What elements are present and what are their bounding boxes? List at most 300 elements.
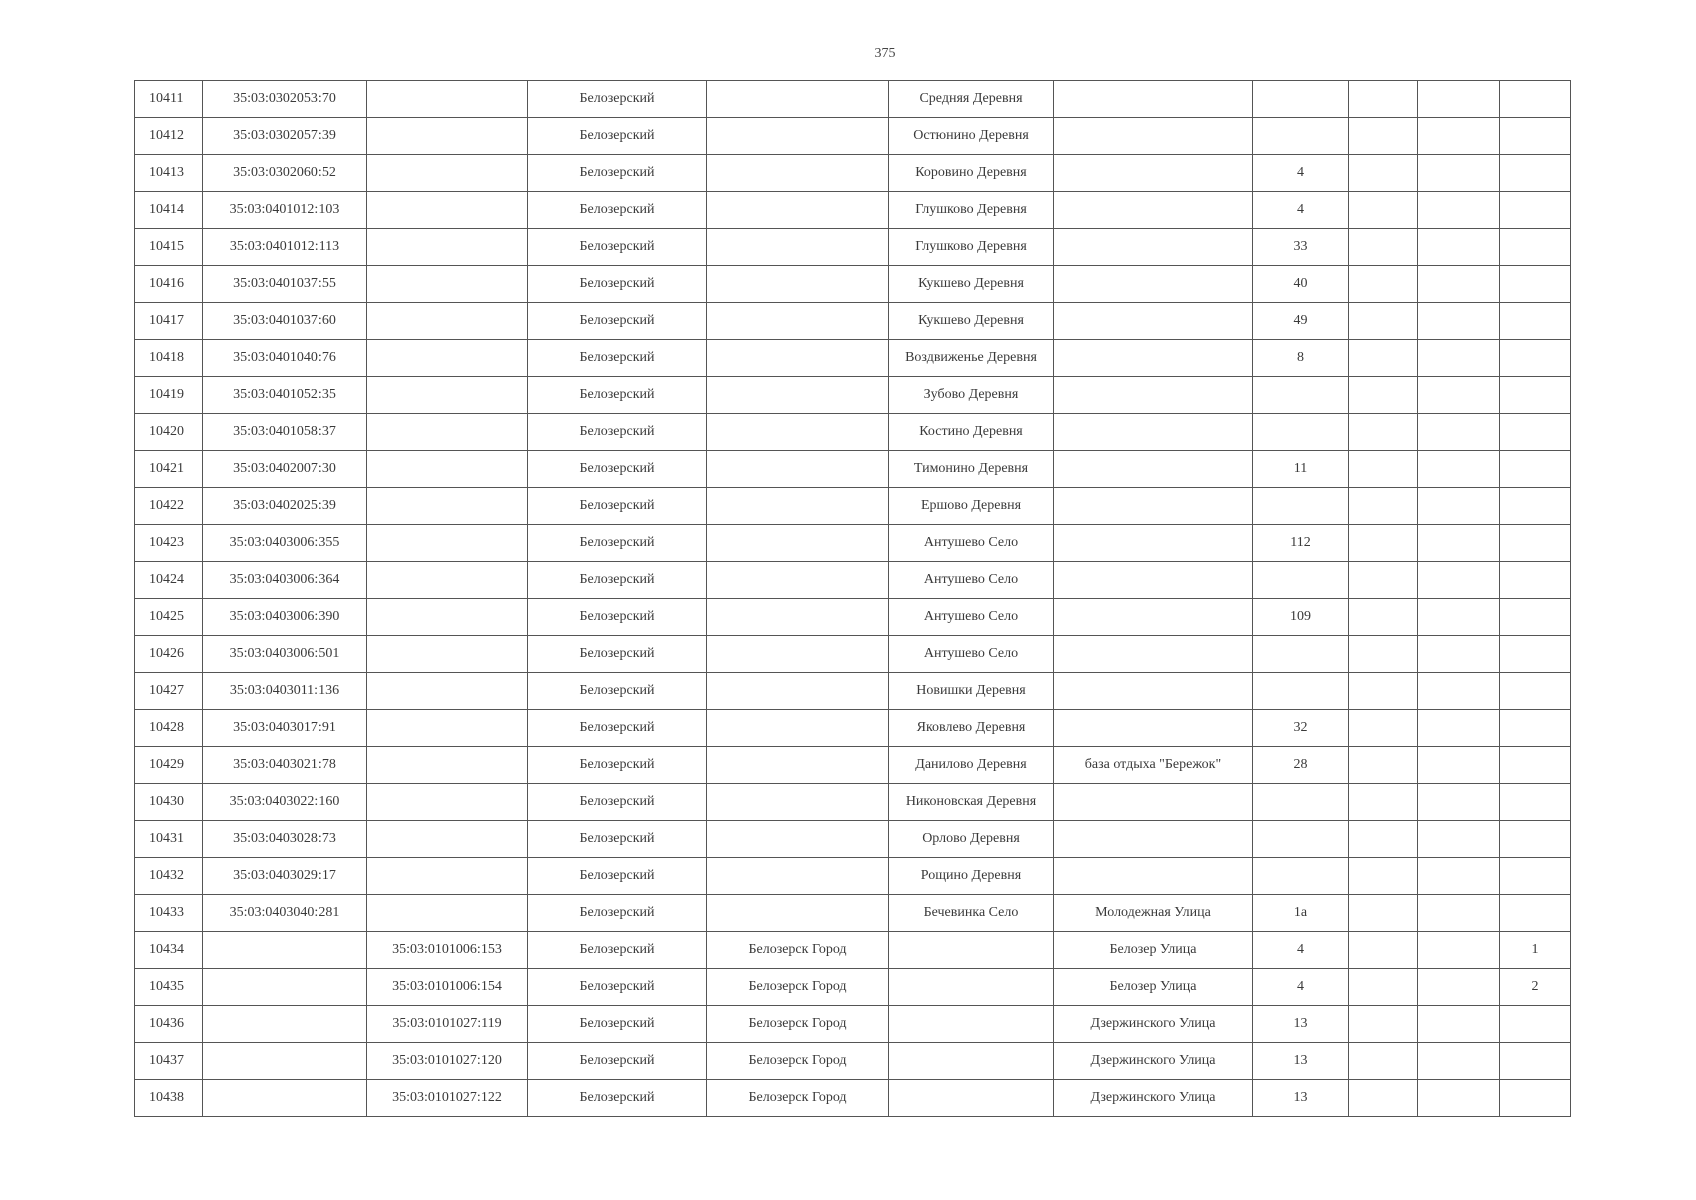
- cadastral-number-cell: 35:03:0403017:91: [203, 710, 367, 747]
- table-row: [135, 599, 1571, 636]
- building-cell: [1349, 118, 1418, 155]
- house-number-cell: 11: [1253, 451, 1349, 488]
- building-cell: [1349, 229, 1418, 266]
- settlement-cell: Рощино Деревня: [889, 858, 1054, 895]
- cadastral-number-cell: 35:03:0402007:30: [203, 451, 367, 488]
- settlement-cell: Яковлево Деревня: [889, 710, 1054, 747]
- district-cell: Белозерский: [528, 562, 707, 599]
- cadastral-number-cell: 35:03:0401058:37: [203, 414, 367, 451]
- building-cadastral-number-cell: [367, 451, 528, 488]
- structure-cell: [1418, 192, 1500, 229]
- house-number-cell: [1253, 377, 1349, 414]
- building-cell: [1349, 747, 1418, 784]
- settlement-cell: Коровино Деревня: [889, 155, 1054, 192]
- settlement-cell: Никоновская Деревня: [889, 784, 1054, 821]
- apartment-cell: [1500, 192, 1571, 229]
- city-cell: [707, 229, 889, 266]
- table-row: [135, 414, 1571, 451]
- district-cell: Белозерский: [528, 488, 707, 525]
- page-number: 375: [874, 46, 896, 61]
- apartment-cell: [1500, 488, 1571, 525]
- settlement-cell: Антушево Село: [889, 599, 1054, 636]
- district-cell: Белозерский: [528, 303, 707, 340]
- row-number-cell: 10419: [135, 377, 203, 414]
- cadastral-number-cell: 35:03:0302053:70: [203, 81, 367, 118]
- apartment-cell: [1500, 636, 1571, 673]
- building-cell: [1349, 414, 1418, 451]
- table-row: [135, 192, 1571, 229]
- building-cell: [1349, 266, 1418, 303]
- district-cell: Белозерский: [528, 118, 707, 155]
- building-cadastral-number-cell: [367, 673, 528, 710]
- row-number-cell: 10435: [135, 969, 203, 1006]
- structure-cell: [1418, 414, 1500, 451]
- building-cell: [1349, 303, 1418, 340]
- building-cadastral-number-cell: [367, 858, 528, 895]
- building-cadastral-number-cell: [367, 377, 528, 414]
- apartment-cell: [1500, 858, 1571, 895]
- house-number-cell: [1253, 488, 1349, 525]
- cadastral-number-cell: 35:03:0403040:281: [203, 895, 367, 932]
- structure-cell: [1418, 118, 1500, 155]
- district-cell: Белозерский: [528, 636, 707, 673]
- cadastral-number-cell: 35:03:0403011:136: [203, 673, 367, 710]
- district-cell: Белозерский: [528, 266, 707, 303]
- building-cadastral-number-cell: [367, 192, 528, 229]
- settlement-cell: Антушево Село: [889, 525, 1054, 562]
- row-number-cell: 10431: [135, 821, 203, 858]
- apartment-cell: [1500, 81, 1571, 118]
- settlement-cell: [889, 1006, 1054, 1043]
- street-cell: [1054, 303, 1253, 340]
- settlement-cell: Тимонино Деревня: [889, 451, 1054, 488]
- street-cell: [1054, 155, 1253, 192]
- building-cell: [1349, 340, 1418, 377]
- apartment-cell: [1500, 229, 1571, 266]
- structure-cell: [1418, 821, 1500, 858]
- street-cell: Молодежная Улица: [1054, 895, 1253, 932]
- structure-cell: [1418, 303, 1500, 340]
- table-row: [135, 229, 1571, 266]
- row-number-cell: 10430: [135, 784, 203, 821]
- house-number-cell: [1253, 673, 1349, 710]
- house-number-cell: 8: [1253, 340, 1349, 377]
- structure-cell: [1418, 451, 1500, 488]
- structure-cell: [1418, 1080, 1500, 1117]
- city-cell: [707, 562, 889, 599]
- house-number-cell: [1253, 821, 1349, 858]
- row-number-cell: 10425: [135, 599, 203, 636]
- row-number-cell: 10418: [135, 340, 203, 377]
- street-cell: [1054, 340, 1253, 377]
- apartment-cell: [1500, 266, 1571, 303]
- row-number-cell: 10437: [135, 1043, 203, 1080]
- table-row: [135, 81, 1571, 118]
- district-cell: Белозерский: [528, 969, 707, 1006]
- district-cell: Белозерский: [528, 599, 707, 636]
- street-cell: [1054, 118, 1253, 155]
- house-number-cell: 40: [1253, 266, 1349, 303]
- table-row: [135, 1006, 1571, 1043]
- cadastral-number-cell: 35:03:0401040:76: [203, 340, 367, 377]
- house-number-cell: 28: [1253, 747, 1349, 784]
- settlement-cell: Антушево Село: [889, 636, 1054, 673]
- cadastral-number-cell: 35:03:0403006:501: [203, 636, 367, 673]
- city-cell: [707, 118, 889, 155]
- street-cell: Дзержинского Улица: [1054, 1006, 1253, 1043]
- city-cell: [707, 488, 889, 525]
- structure-cell: [1418, 340, 1500, 377]
- settlement-cell: Новишки Деревня: [889, 673, 1054, 710]
- row-number-cell: 10415: [135, 229, 203, 266]
- cadastral-number-cell: [203, 969, 367, 1006]
- row-number-cell: 10422: [135, 488, 203, 525]
- city-cell: [707, 599, 889, 636]
- district-cell: Белозерский: [528, 673, 707, 710]
- street-cell: Белозер Улица: [1054, 932, 1253, 969]
- apartment-cell: [1500, 562, 1571, 599]
- house-number-cell: [1253, 858, 1349, 895]
- table-row: [135, 155, 1571, 192]
- structure-cell: [1418, 599, 1500, 636]
- street-cell: [1054, 451, 1253, 488]
- row-number-cell: 10417: [135, 303, 203, 340]
- row-number-cell: 10436: [135, 1006, 203, 1043]
- cadastral-number-cell: [203, 1043, 367, 1080]
- cadastral-number-cell: 35:03:0403006:390: [203, 599, 367, 636]
- table-row: [135, 821, 1571, 858]
- row-number-cell: 10421: [135, 451, 203, 488]
- street-cell: [1054, 673, 1253, 710]
- building-cell: [1349, 858, 1418, 895]
- street-cell: [1054, 710, 1253, 747]
- row-number-cell: 10416: [135, 266, 203, 303]
- district-cell: Белозерский: [528, 192, 707, 229]
- city-cell: [707, 266, 889, 303]
- row-number-cell: 10434: [135, 932, 203, 969]
- apartment-cell: [1500, 784, 1571, 821]
- district-cell: Белозерский: [528, 747, 707, 784]
- city-cell: [707, 636, 889, 673]
- district-cell: Белозерский: [528, 451, 707, 488]
- cadastral-number-cell: 35:03:0401037:55: [203, 266, 367, 303]
- house-number-cell: 13: [1253, 1043, 1349, 1080]
- building-cadastral-number-cell: [367, 229, 528, 266]
- row-number-cell: 10414: [135, 192, 203, 229]
- city-cell: [707, 747, 889, 784]
- table-row: [135, 784, 1571, 821]
- apartment-cell: [1500, 821, 1571, 858]
- apartment-cell: [1500, 599, 1571, 636]
- cadastral-number-cell: 35:03:0403028:73: [203, 821, 367, 858]
- structure-cell: [1418, 1043, 1500, 1080]
- building-cell: [1349, 155, 1418, 192]
- city-cell: [707, 192, 889, 229]
- cadastral-number-cell: [203, 1006, 367, 1043]
- street-cell: [1054, 414, 1253, 451]
- cadastral-number-cell: 35:03:0401052:35: [203, 377, 367, 414]
- structure-cell: [1418, 155, 1500, 192]
- city-cell: [707, 451, 889, 488]
- building-cadastral-number-cell: [367, 81, 528, 118]
- street-cell: [1054, 488, 1253, 525]
- district-cell: Белозерский: [528, 1043, 707, 1080]
- apartment-cell: [1500, 118, 1571, 155]
- house-number-cell: 4: [1253, 932, 1349, 969]
- table-row: [135, 525, 1571, 562]
- city-cell: [707, 81, 889, 118]
- district-cell: Белозерский: [528, 932, 707, 969]
- building-cell: [1349, 1006, 1418, 1043]
- cadastral-number-cell: [203, 932, 367, 969]
- house-number-cell: 32: [1253, 710, 1349, 747]
- house-number-cell: 112: [1253, 525, 1349, 562]
- city-cell: [707, 155, 889, 192]
- cadastral-number-cell: 35:03:0403006:355: [203, 525, 367, 562]
- row-number-cell: 10432: [135, 858, 203, 895]
- district-cell: Белозерский: [528, 229, 707, 266]
- apartment-cell: [1500, 303, 1571, 340]
- street-cell: [1054, 266, 1253, 303]
- table-body: [135, 81, 1571, 1117]
- street-cell: [1054, 81, 1253, 118]
- apartment-cell: [1500, 340, 1571, 377]
- structure-cell: [1418, 562, 1500, 599]
- house-number-cell: [1253, 81, 1349, 118]
- city-cell: [707, 340, 889, 377]
- building-cadastral-number-cell: [367, 340, 528, 377]
- building-cadastral-number-cell: 35:03:0101006:154: [367, 969, 528, 1006]
- apartment-cell: [1500, 747, 1571, 784]
- street-cell: база отдыха "Бережок": [1054, 747, 1253, 784]
- street-cell: [1054, 821, 1253, 858]
- cadastral-number-cell: 35:03:0302060:52: [203, 155, 367, 192]
- settlement-cell: Антушево Село: [889, 562, 1054, 599]
- building-cell: [1349, 562, 1418, 599]
- district-cell: Белозерский: [528, 858, 707, 895]
- settlement-cell: Данилово Деревня: [889, 747, 1054, 784]
- row-number-cell: 10438: [135, 1080, 203, 1117]
- city-cell: [707, 895, 889, 932]
- row-number-cell: 10424: [135, 562, 203, 599]
- settlement-cell: [889, 1043, 1054, 1080]
- cadastral-number-cell: [203, 1080, 367, 1117]
- cadastral-number-cell: 35:03:0403021:78: [203, 747, 367, 784]
- apartment-cell: [1500, 155, 1571, 192]
- city-cell: [707, 784, 889, 821]
- apartment-cell: [1500, 1080, 1571, 1117]
- cadastral-number-cell: 35:03:0403022:160: [203, 784, 367, 821]
- street-cell: [1054, 636, 1253, 673]
- district-cell: Белозерский: [528, 81, 707, 118]
- building-cell: [1349, 932, 1418, 969]
- building-cell: [1349, 710, 1418, 747]
- city-cell: [707, 414, 889, 451]
- row-number-cell: 10413: [135, 155, 203, 192]
- row-number-cell: 10412: [135, 118, 203, 155]
- row-number-cell: 10426: [135, 636, 203, 673]
- apartment-cell: [1500, 1043, 1571, 1080]
- street-cell: [1054, 599, 1253, 636]
- structure-cell: [1418, 858, 1500, 895]
- house-number-cell: 109: [1253, 599, 1349, 636]
- building-cadastral-number-cell: [367, 303, 528, 340]
- table-row: [135, 673, 1571, 710]
- building-cell: [1349, 636, 1418, 673]
- house-number-cell: 13: [1253, 1080, 1349, 1117]
- structure-cell: [1418, 488, 1500, 525]
- building-cell: [1349, 673, 1418, 710]
- house-number-cell: [1253, 118, 1349, 155]
- building-cell: [1349, 969, 1418, 1006]
- district-cell: Белозерский: [528, 895, 707, 932]
- building-cell: [1349, 451, 1418, 488]
- settlement-cell: Костино Деревня: [889, 414, 1054, 451]
- building-cadastral-number-cell: [367, 784, 528, 821]
- cadastral-number-cell: 35:03:0403029:17: [203, 858, 367, 895]
- table-row: [135, 377, 1571, 414]
- table-row: [135, 562, 1571, 599]
- building-cell: [1349, 81, 1418, 118]
- building-cadastral-number-cell: [367, 821, 528, 858]
- structure-cell: [1418, 673, 1500, 710]
- apartment-cell: 1: [1500, 932, 1571, 969]
- building-cell: [1349, 192, 1418, 229]
- apartment-cell: [1500, 1006, 1571, 1043]
- building-cadastral-number-cell: [367, 562, 528, 599]
- table-row: [135, 303, 1571, 340]
- structure-cell: [1418, 747, 1500, 784]
- street-cell: Дзержинского Улица: [1054, 1080, 1253, 1117]
- district-cell: Белозерский: [528, 710, 707, 747]
- district-cell: Белозерский: [528, 414, 707, 451]
- table-row: [135, 451, 1571, 488]
- district-cell: Белозерский: [528, 1080, 707, 1117]
- building-cadastral-number-cell: [367, 747, 528, 784]
- apartment-cell: [1500, 414, 1571, 451]
- table-row: [135, 488, 1571, 525]
- row-number-cell: 10411: [135, 81, 203, 118]
- house-number-cell: 4: [1253, 192, 1349, 229]
- settlement-cell: Бечевинка Село: [889, 895, 1054, 932]
- cadastral-number-cell: 35:03:0403006:364: [203, 562, 367, 599]
- row-number-cell: 10420: [135, 414, 203, 451]
- table-row: [135, 710, 1571, 747]
- street-cell: [1054, 562, 1253, 599]
- structure-cell: [1418, 969, 1500, 1006]
- building-cell: [1349, 1080, 1418, 1117]
- city-cell: Белозерск Город: [707, 1080, 889, 1117]
- cadastral-number-cell: 35:03:0302057:39: [203, 118, 367, 155]
- settlement-cell: Ершово Деревня: [889, 488, 1054, 525]
- building-cadastral-number-cell: [367, 414, 528, 451]
- district-cell: Белозерский: [528, 377, 707, 414]
- house-number-cell: 4: [1253, 969, 1349, 1006]
- structure-cell: [1418, 377, 1500, 414]
- building-cell: [1349, 784, 1418, 821]
- building-cadastral-number-cell: [367, 488, 528, 525]
- row-number-cell: 10423: [135, 525, 203, 562]
- house-number-cell: 49: [1253, 303, 1349, 340]
- apartment-cell: 2: [1500, 969, 1571, 1006]
- settlement-cell: Глушково Деревня: [889, 229, 1054, 266]
- building-cadastral-number-cell: 35:03:0101027:122: [367, 1080, 528, 1117]
- structure-cell: [1418, 895, 1500, 932]
- building-cadastral-number-cell: [367, 710, 528, 747]
- city-cell: [707, 710, 889, 747]
- building-cadastral-number-cell: [367, 525, 528, 562]
- city-cell: Белозерск Город: [707, 932, 889, 969]
- house-number-cell: [1253, 562, 1349, 599]
- street-cell: [1054, 229, 1253, 266]
- city-cell: [707, 858, 889, 895]
- building-cadastral-number-cell: 35:03:0101027:119: [367, 1006, 528, 1043]
- street-cell: [1054, 525, 1253, 562]
- cadastral-number-cell: 35:03:0401012:103: [203, 192, 367, 229]
- apartment-cell: [1500, 377, 1571, 414]
- city-cell: [707, 377, 889, 414]
- structure-cell: [1418, 266, 1500, 303]
- street-cell: [1054, 192, 1253, 229]
- settlement-cell: [889, 932, 1054, 969]
- table-row: [135, 858, 1571, 895]
- building-cadastral-number-cell: [367, 636, 528, 673]
- table-row: [135, 266, 1571, 303]
- structure-cell: [1418, 81, 1500, 118]
- house-number-cell: [1253, 636, 1349, 673]
- table-row: [135, 969, 1571, 1006]
- table-row: [135, 118, 1571, 155]
- building-cadastral-number-cell: [367, 599, 528, 636]
- house-number-cell: 33: [1253, 229, 1349, 266]
- row-number-cell: 10433: [135, 895, 203, 932]
- building-cell: [1349, 488, 1418, 525]
- row-number-cell: 10427: [135, 673, 203, 710]
- city-cell: Белозерск Город: [707, 1006, 889, 1043]
- building-cadastral-number-cell: [367, 155, 528, 192]
- table-row: [135, 1043, 1571, 1080]
- property-registry-table: [134, 80, 1571, 1117]
- settlement-cell: Остюнино Деревня: [889, 118, 1054, 155]
- apartment-cell: [1500, 525, 1571, 562]
- settlement-cell: Средняя Деревня: [889, 81, 1054, 118]
- house-number-cell: [1253, 414, 1349, 451]
- settlement-cell: [889, 1080, 1054, 1117]
- table-row: [135, 895, 1571, 932]
- city-cell: [707, 303, 889, 340]
- apartment-cell: [1500, 673, 1571, 710]
- building-cadastral-number-cell: 35:03:0101027:120: [367, 1043, 528, 1080]
- house-number-cell: 4: [1253, 155, 1349, 192]
- house-number-cell: 13: [1253, 1006, 1349, 1043]
- district-cell: Белозерский: [528, 155, 707, 192]
- settlement-cell: [889, 969, 1054, 1006]
- building-cell: [1349, 377, 1418, 414]
- building-cadastral-number-cell: [367, 266, 528, 303]
- street-cell: [1054, 858, 1253, 895]
- settlement-cell: Глушково Деревня: [889, 192, 1054, 229]
- city-cell: [707, 525, 889, 562]
- cadastral-number-cell: 35:03:0401012:113: [203, 229, 367, 266]
- district-cell: Белозерский: [528, 340, 707, 377]
- building-cell: [1349, 599, 1418, 636]
- settlement-cell: Кукшево Деревня: [889, 266, 1054, 303]
- structure-cell: [1418, 710, 1500, 747]
- table-row: [135, 1080, 1571, 1117]
- table-row: [135, 636, 1571, 673]
- structure-cell: [1418, 932, 1500, 969]
- street-cell: [1054, 377, 1253, 414]
